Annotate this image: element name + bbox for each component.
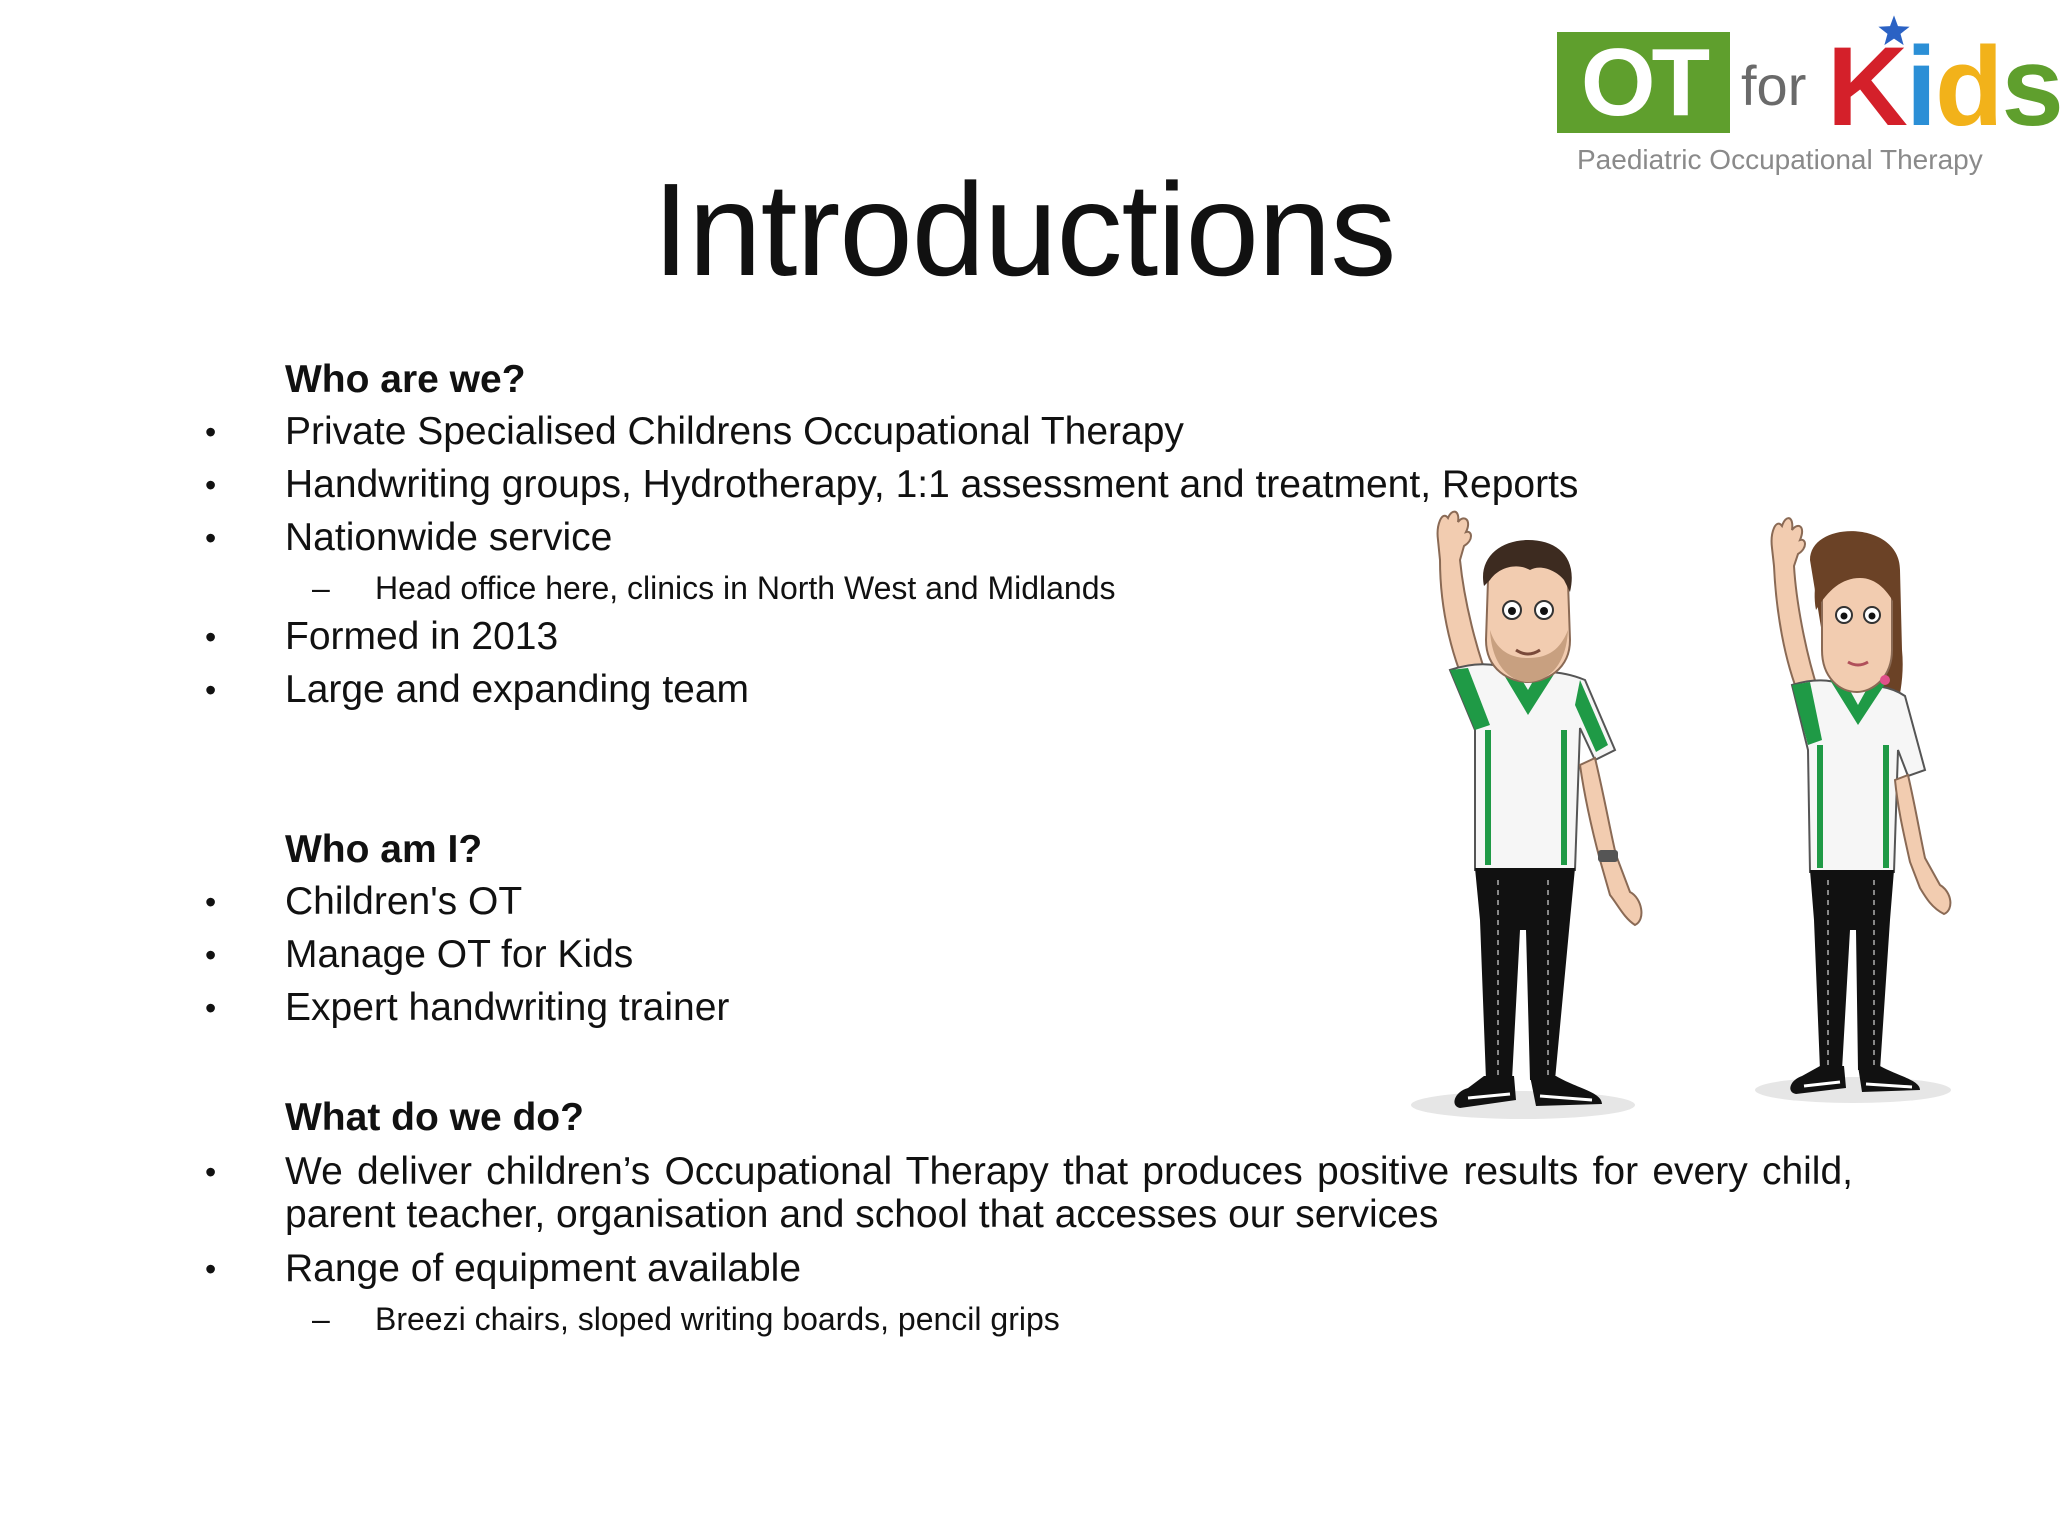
list-item: Range of equipment available: [285, 1247, 802, 1290]
list-item: We deliver children’s Occupational Therapy that produces positive results for every child, parent teacher, organisation and school that accesses our services: [285, 1150, 1853, 1236]
bullet-icon: •: [205, 990, 217, 1026]
list-item: Nationwide service: [285, 516, 613, 559]
logo-kids-k: K: [1827, 24, 1906, 149]
shadow: [1755, 1077, 1951, 1103]
bullet-icon: •: [205, 619, 217, 655]
dash-icon: –: [312, 1301, 330, 1337]
list-item: Children's OT: [285, 880, 523, 923]
bullet-icon: •: [205, 672, 217, 708]
slide-title: Introductions: [652, 156, 1396, 303]
logo-kids-i: i: [1905, 24, 1936, 149]
waving-therapists-illustration: [1380, 500, 1960, 1140]
bullet-icon: •: [205, 1154, 217, 1190]
list-item: Formed in 2013: [285, 615, 559, 658]
logo-kids-s: s: [2001, 24, 2062, 149]
woman-figure: [1772, 518, 1951, 1094]
bullet-icon: •: [205, 1251, 217, 1287]
bullet-icon: •: [205, 520, 217, 556]
dash-icon: –: [312, 570, 330, 606]
list-item: Expert handwriting trainer: [285, 986, 730, 1029]
bullet-icon: •: [205, 937, 217, 973]
logo-kids-d: d: [1935, 24, 2002, 149]
list-item: Private Specialised Childrens Occupational Therapy: [285, 410, 1184, 453]
bullet-icon: •: [205, 414, 217, 450]
list-item: Large and expanding team: [285, 668, 750, 711]
man-figure: [1438, 512, 1642, 1108]
list-item: Manage OT for Kids: [285, 933, 634, 976]
heading-who-are-we: Who are we?: [285, 358, 526, 401]
list-item: Handwriting groups, Hydrotherapy, 1:1 assessment and treatment, Reports: [285, 463, 1579, 506]
heading-what-do-we-do: What do we do?: [285, 1096, 584, 1139]
shadow: [1411, 1091, 1635, 1119]
bullet-icon: •: [205, 884, 217, 920]
bullet-icon: •: [205, 467, 217, 503]
sub-list-item: Breezi chairs, sloped writing boards, pencil grips: [375, 1301, 1060, 1337]
logo-ot-block: OT: [1557, 32, 1730, 133]
logo-tagline: Paediatric Occupational Therapy: [1577, 144, 1983, 175]
heading-who-am-i: Who am I?: [285, 828, 483, 871]
logo-for-text: for: [1741, 54, 1807, 117]
sub-list-item: Head office here, clinics in North West and Midlands: [375, 570, 1116, 606]
